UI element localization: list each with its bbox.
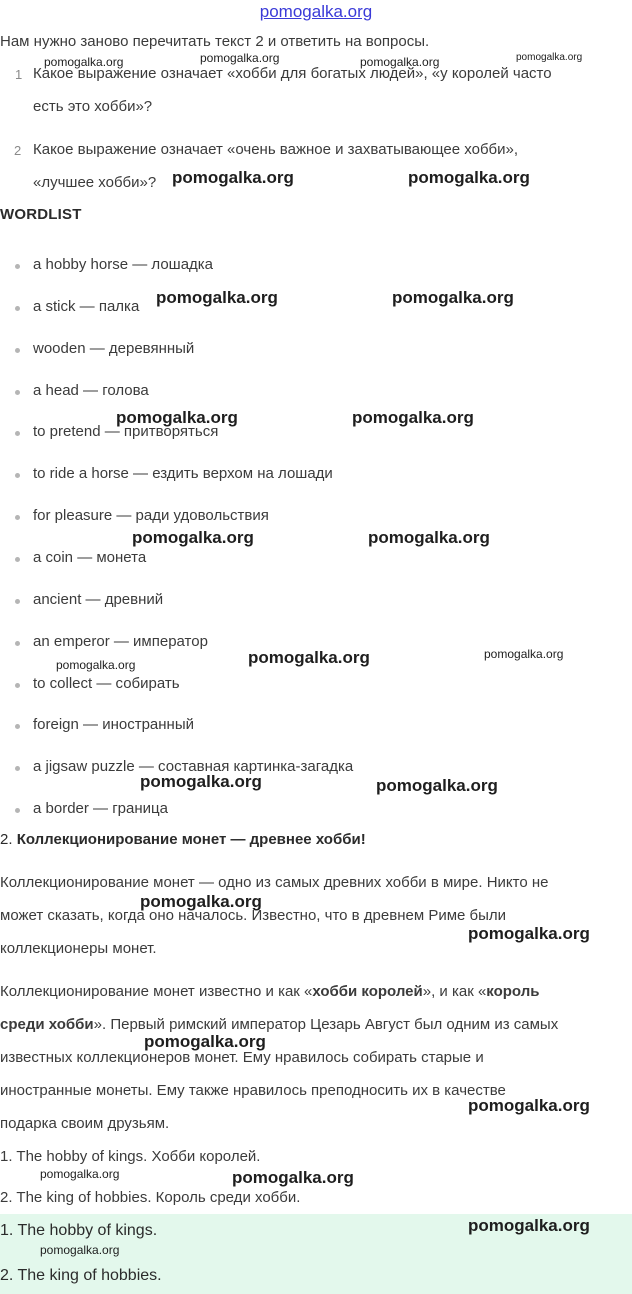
wordlist-item: for pleasure — ради удовольствия xyxy=(33,507,269,524)
wordlist-item: a jigsaw puzzle — составная картинка-загадка xyxy=(33,758,354,775)
wordlist-item: wooden — деревянный xyxy=(33,340,195,357)
wordlist-item: to ride a horse — ездить верхом на лошади xyxy=(33,465,333,482)
watermark: pomogalka.org xyxy=(40,1167,120,1181)
wordlist-item: a coin — монета xyxy=(33,549,147,566)
text: », и как « xyxy=(422,983,487,1000)
watermark: pomogalka.org xyxy=(144,1032,266,1051)
watermark: pomogalka.org xyxy=(44,55,124,69)
bullet xyxy=(15,808,20,813)
bullet xyxy=(15,473,20,478)
watermark: pomogalka.org xyxy=(140,892,262,911)
wordlist-item: an emperor — император xyxy=(33,633,208,650)
site-header-link[interactable]: pomogalka.org xyxy=(259,2,373,21)
watermark: pomogalka.org xyxy=(172,168,294,187)
paragraph-2-line1 xyxy=(0,983,539,1000)
bullet xyxy=(15,348,20,353)
wordlist-item: ancient — древний xyxy=(33,591,164,608)
question-number: 1 xyxy=(15,67,23,82)
paragraph-2-line2 xyxy=(0,1016,558,1033)
question-number: 2 xyxy=(14,143,22,158)
watermark: pomogalka.org xyxy=(376,776,498,795)
question-2-line1: Какое выражение означает «очень важное и захватывающее хобби», xyxy=(33,141,519,158)
wordlist-heading: WORDLIST xyxy=(0,206,82,223)
watermark: pomogalka.org xyxy=(140,772,262,791)
watermark: pomogalka.org xyxy=(484,647,564,661)
watermark: pomogalka.org xyxy=(468,1096,590,1115)
watermark: pomogalka.org xyxy=(360,55,440,69)
paragraph-1-line1: Коллекционирование монет — одно из самых древних хобби в мире. Никто не xyxy=(0,874,549,891)
watermark: pomogalka.org xyxy=(368,528,490,547)
watermark: pomogalka.org xyxy=(200,51,280,65)
paragraph-2-line4: иностранные монеты. Ему также нравилось преподносить их в качестве xyxy=(0,1082,506,1099)
question-1-line1: Какое выражение означает «хобби для богатых людей», «у королей часто xyxy=(33,65,552,82)
watermark: pomogalka.org xyxy=(232,1168,354,1187)
question-1-line2: есть это хобби»? xyxy=(33,98,153,115)
answer-2: 2. The king of hobbies. xyxy=(0,1267,162,1284)
emphasis-king: король xyxy=(486,983,540,1000)
answer-2-plain: 2. The king of hobbies. Король среди хобби. xyxy=(0,1189,301,1206)
text: ». Первый римский император Цезарь Август был одним из самых xyxy=(93,1016,559,1033)
watermark: pomogalka.org xyxy=(40,1243,120,1257)
emphasis-among-hobbies: среди хобби xyxy=(0,1016,94,1033)
section-heading: Коллекционирование монет — древнее хобби! xyxy=(16,831,366,848)
bullet xyxy=(15,306,20,311)
paragraph-1-line3: коллекционеры монет. xyxy=(0,940,157,957)
watermark: pomogalka.org xyxy=(56,658,136,672)
wordlist-item: to collect — собирать xyxy=(33,675,180,692)
watermark: pomogalka.org xyxy=(352,408,474,427)
bullet xyxy=(15,557,20,562)
bullet xyxy=(15,599,20,604)
wordlist-item: to pretend — притворяться xyxy=(33,423,219,440)
watermark: pomogalka.org xyxy=(468,924,590,943)
text: Коллекционирование монет известно и как « xyxy=(0,983,313,1000)
bullet xyxy=(15,431,20,436)
watermark: pomogalka.org xyxy=(408,168,530,187)
bullet xyxy=(15,641,20,646)
bullet xyxy=(15,683,20,688)
question-2-line2: «лучшее хобби»? xyxy=(33,174,157,191)
section-title xyxy=(0,831,366,848)
watermark: pomogalka.org xyxy=(516,52,583,63)
paragraph-1-line2: может сказать, когда оно началось. Известно, что в древнем Риме были xyxy=(0,907,507,924)
intro-text: Нам нужно заново перечитать текст 2 и ответить на вопросы. xyxy=(0,33,430,50)
wordlist-item: a border — граница xyxy=(33,800,168,817)
paragraph-2-line3: известных коллекционеров монет. Ему нравилось собирать старые и xyxy=(0,1049,484,1066)
watermark: pomogalka.org xyxy=(248,648,370,667)
bullet xyxy=(15,264,20,269)
paragraph-2-line5: подарка своим друзьям. xyxy=(0,1115,170,1132)
bullet xyxy=(15,724,20,729)
emphasis-hobby-of-kings: хобби королей xyxy=(312,983,423,1000)
watermark: pomogalka.org xyxy=(156,288,278,307)
watermark: pomogalka.org xyxy=(132,528,254,547)
answer-1-plain: 1. The hobby of kings. Хобби королей. xyxy=(0,1148,261,1165)
wordlist-item: a head — голова xyxy=(33,382,149,399)
answer-1: 1. The hobby of kings. xyxy=(0,1222,158,1239)
wordlist-item: foreign — иностранный xyxy=(33,716,194,733)
bullet xyxy=(15,766,20,771)
watermark: pomogalka.org xyxy=(392,288,514,307)
bullet xyxy=(15,515,20,520)
section-number: 2. xyxy=(0,831,13,848)
watermark: pomogalka.org xyxy=(116,408,238,427)
watermark: pomogalka.org xyxy=(468,1216,590,1235)
wordlist-item: a hobby horse — лошадка xyxy=(33,256,214,273)
wordlist-item: a stick — палка xyxy=(33,298,140,315)
bullet xyxy=(15,390,20,395)
